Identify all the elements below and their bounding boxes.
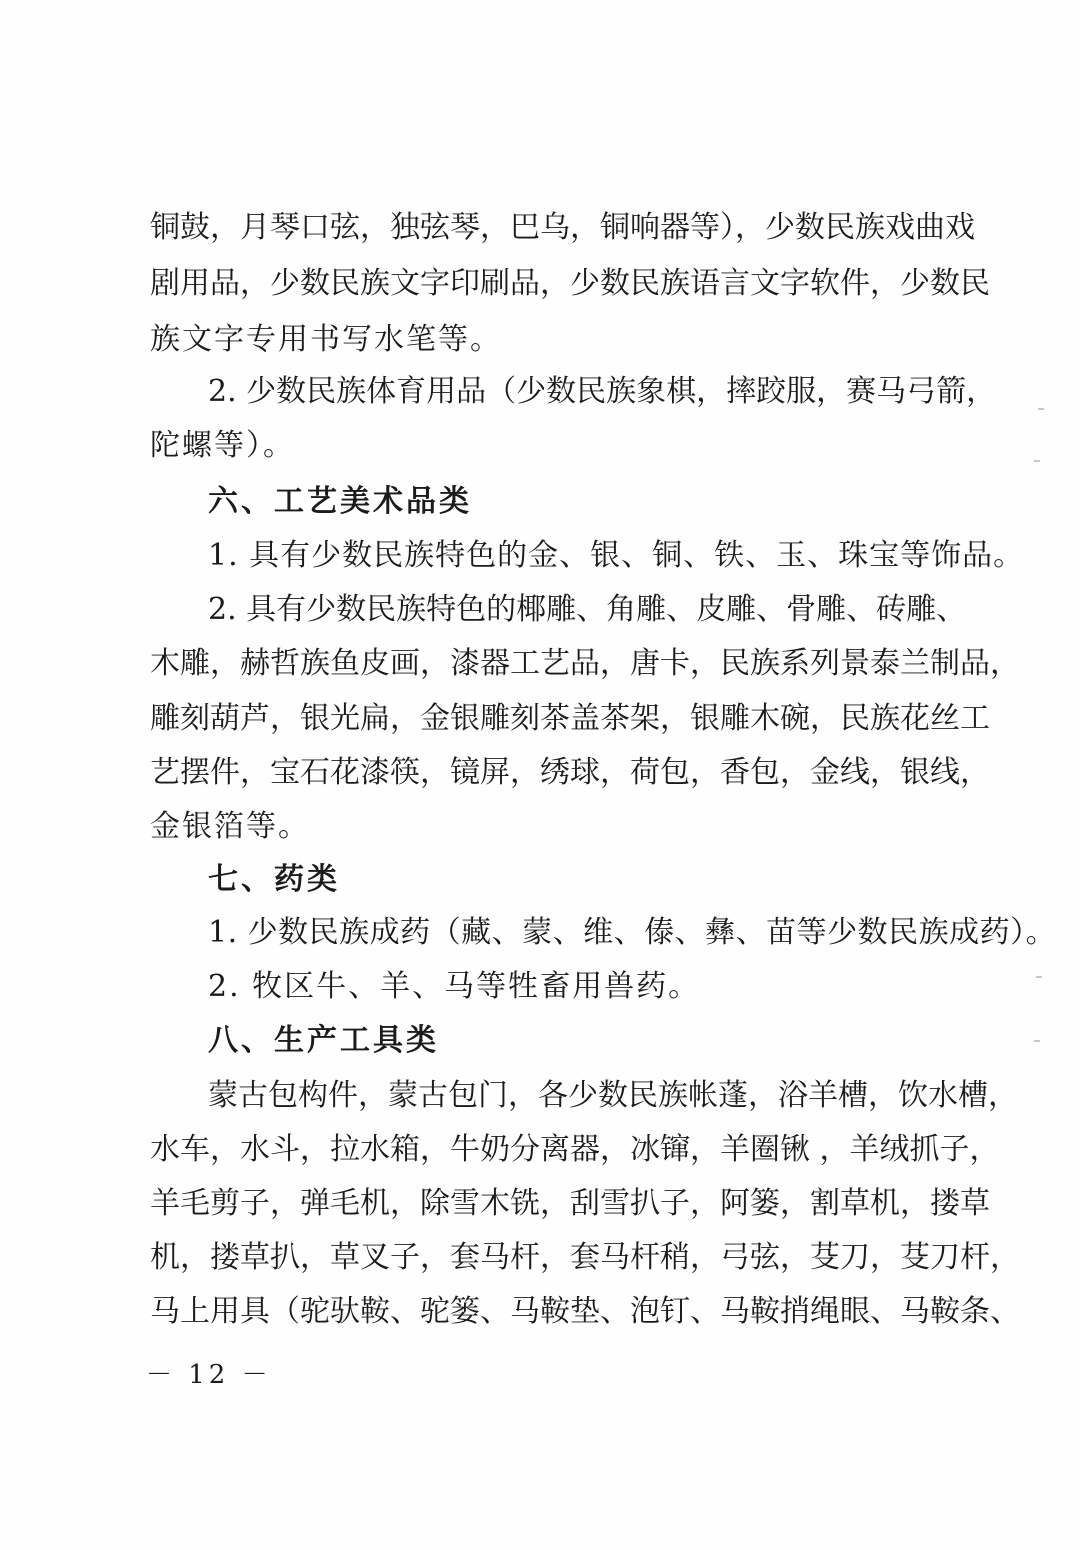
body-text-line: 铜鼓，月琴口弦，独弦琴，巴乌，铜响器等），少数民族戏曲戏 (150, 210, 975, 245)
body-text-line: 机，搂草扒，草叉子，套马杆，套马杆稍，弓弦，芟刀，芟刀杆， (150, 1240, 1020, 1275)
body-text-line: 木雕，赫哲族鱼皮画，漆器工艺品，唐卡，民族系列景泰兰制品， (150, 646, 1020, 681)
body-text-line: 族文字专用书写水笔等。 (150, 322, 502, 357)
body-text-line: 陀螺等）。 (150, 428, 295, 463)
body-text-line: 马上用具（驼驮鞍、驼篓、马鞍垫、泡钉、马鞍捎绳眼、马鞍条、 (150, 1294, 1020, 1329)
scan-mark (1034, 1040, 1040, 1042)
body-text-line: 剧用品，少数民族文字印刷品，少数民族语言文字软件，少数民 (150, 266, 990, 301)
list-item-veterinary-medicine: 2. 牧区牛、羊、马等牲畜用兽药。 (208, 969, 701, 1004)
scan-mark (1034, 460, 1040, 462)
body-text-line: 羊毛剪子，弹毛机，除雪木铣，刮雪扒子，阿篓，割草机，搂草 (150, 1186, 990, 1221)
body-text-line: 金银箔等。 (150, 809, 310, 844)
section-heading-tools: 八、生产工具类 (208, 1023, 439, 1058)
page-number: － 12 － (146, 1360, 272, 1390)
body-text-line: 雕刻葫芦，银光扁，金银雕刻茶盖茶架，银雕木碗，民族花丝工 (150, 701, 990, 736)
list-item-ethnic-medicine: 1. 少数民族成药（藏、蒙、维、傣、彝、苗等少数民族成药）。 (208, 915, 1057, 950)
section-heading-medicine: 七、药类 (208, 862, 340, 897)
body-text-line: 艺摆件，宝石花漆筷，镜屏，绣球，荷包，香包，金线，银线， (150, 755, 990, 790)
scan-mark (1036, 976, 1042, 978)
section-heading-crafts: 六、工艺美术品类 (208, 484, 472, 519)
list-item-carvings: 2. 具有少数民族特色的椰雕、角雕、皮雕、骨雕、砖雕、 (208, 592, 967, 627)
list-item-ornaments: 1. 具有少数民族特色的金、银、铜、铁、玉、珠宝等饰品。 (208, 538, 1025, 573)
list-item-sports-goods: 2. 少数民族体育用品（少数民族象棋，摔跤服，赛马弓箭， (208, 374, 997, 409)
scan-mark (1038, 408, 1044, 410)
body-text-line: 蒙古包构件，蒙古包门，各少数民族帐蓬，浴羊槽，饮水槽， (208, 1078, 1018, 1113)
body-text-line: 水车，水斗，拉水箱，牛奶分离器，冰镩，羊圈锹 ，羊绒抓子， (150, 1132, 1000, 1167)
